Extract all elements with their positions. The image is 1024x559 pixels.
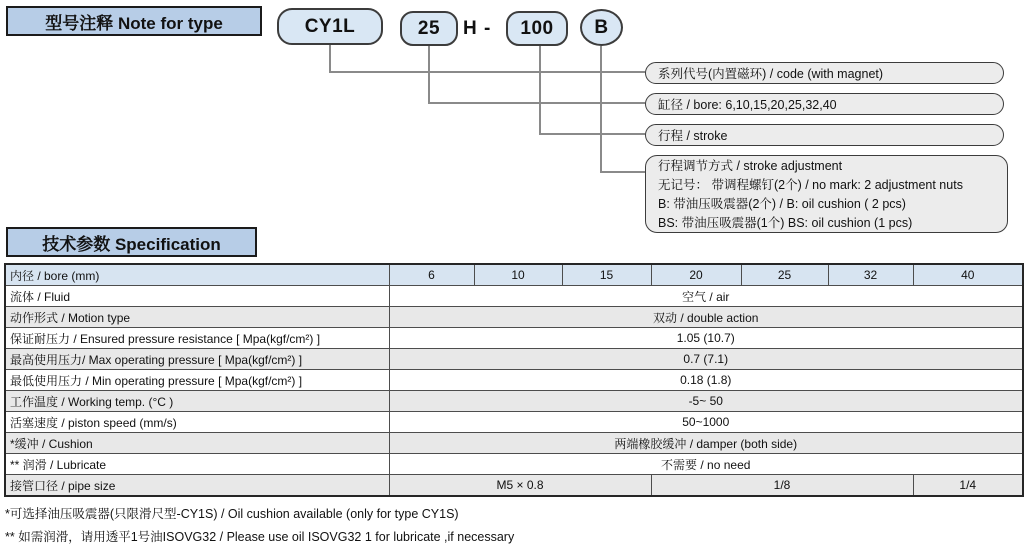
table-row-fluid (5, 286, 1023, 307)
pipe-size-mid-bores: 1/8 (651, 475, 913, 497)
row-value: 0.7 (7.1) (389, 349, 1023, 370)
row-label: 动作形式 / Motion type (5, 307, 389, 328)
connector-line (600, 46, 602, 173)
table-row-working-temp (5, 391, 1023, 412)
pipe-size-large-bore: 1/4 (913, 475, 1023, 497)
table-row-piston-speed (5, 412, 1023, 433)
callout-stroke: 行程 / stroke (645, 124, 1004, 146)
connector-line (539, 46, 541, 134)
row-label: 最高使用压力/ Max operating pressure [ Mpa(kgf/cm²) ] (5, 349, 389, 370)
spec-table (4, 263, 1024, 497)
row-label: 工作温度 / Working temp. (°C ) (5, 391, 389, 412)
row-value: 50~1000 (389, 412, 1023, 433)
model-code-stroke: 100 (506, 11, 568, 46)
bore-col-25: 25 (741, 264, 828, 286)
row-value: -5~ 50 (389, 391, 1023, 412)
connector-line (329, 71, 645, 73)
pipe-size-small-bores: M5 × 0.8 (389, 475, 651, 497)
footnote-lubricate: ** 如需润滑，请用透平1号油ISOVG32 / Please use oil ISOVG32 1 for lubricate ,if necessary (5, 530, 515, 544)
connector-line (600, 171, 645, 173)
bore-col-20: 20 (651, 264, 741, 286)
callout-line: B: 带油压吸震器(2个) / B: oil cushion ( 2 pcs) (658, 197, 906, 211)
note-for-type-title: 型号注释 Note for type (6, 6, 262, 36)
row-value: 不需要 / no need (389, 454, 1023, 475)
row-value: 1.05 (10.7) (389, 328, 1023, 349)
connector-line (428, 46, 430, 103)
bore-col-40: 40 (913, 264, 1023, 286)
model-code-h-dash: H - (463, 17, 492, 39)
row-label: 最低使用压力 / Min operating pressure [ Mpa(kgf/cm²) ] (5, 370, 389, 391)
footnote-cushion: *可选择油压吸震器(只限滑尺型-CY1S) / Oil cushion available (only for type CY1S) (5, 507, 459, 521)
table-row-motion-type (5, 307, 1023, 328)
row-value: 两端橡胶缓冲 / damper (both side) (389, 433, 1023, 454)
table-row-pipe-size (5, 475, 1023, 497)
callout-line: BS: 带油压吸震器(1个) BS: oil cushion (1 pcs) (658, 216, 913, 230)
bore-col-10: 10 (474, 264, 562, 286)
connector-line (329, 45, 331, 73)
row-label: 活塞速度 / piston speed (mm/s) (5, 412, 389, 433)
callout-bore: 缸径 / bore: 6,10,15,20,25,32,40 (645, 93, 1004, 115)
table-header-row (5, 264, 1023, 286)
callout-stroke-adjustment (645, 155, 1008, 233)
table-row-lubricate (5, 454, 1023, 475)
table-row-max-pressure (5, 349, 1023, 370)
row-label: ** 润滑 / Lubricate (5, 454, 389, 475)
bore-col-6: 6 (389, 264, 474, 286)
row-label: 接管口径 / pipe size (5, 475, 389, 497)
row-value: 空气 / air (389, 286, 1023, 307)
table-row-min-pressure (5, 370, 1023, 391)
row-label: *缓冲 / Cushion (5, 433, 389, 454)
bore-col-15: 15 (562, 264, 651, 286)
callout-line: 行程调节方式 / stroke adjustment (658, 159, 843, 173)
connector-line (428, 102, 645, 104)
specification-title: 技术参数 Specification (6, 227, 257, 257)
row-label: 流体 / Fluid (5, 286, 389, 307)
callout-series-code: 系列代号(内置磁环) / code (with magnet) (645, 62, 1004, 84)
row-value: 双动 / double action (389, 307, 1023, 328)
model-code-series: CY1L (277, 8, 383, 45)
bore-col-32: 32 (828, 264, 913, 286)
row-label: 保证耐压力 / Ensured pressure resistance [ Mpa(kgf/cm²) ] (5, 328, 389, 349)
callout-line: 无记号： 带调程螺钉(2个) / no mark: 2 adjustment nuts (658, 178, 963, 192)
table-row-ensured-pressure (5, 328, 1023, 349)
table-row-cushion (5, 433, 1023, 454)
model-code-adjustment: B (580, 9, 623, 46)
header-label-bore: 内径 / bore (mm) (5, 264, 389, 286)
row-value: 0.18 (1.8) (389, 370, 1023, 391)
model-code-bore: 25 (400, 11, 458, 46)
connector-line (539, 133, 645, 135)
